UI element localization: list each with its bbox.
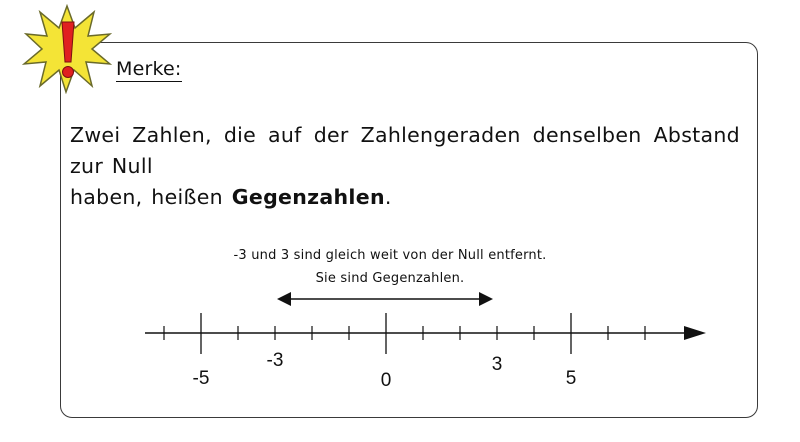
rule-text (70, 120, 740, 213)
rule-line-2-suffix: . (384, 185, 392, 209)
tick-label-3: 3 (491, 354, 503, 375)
rule-line-1: Zwei Zahlen, die auf der Zahlengeraden denselben Abstand zur Null (70, 123, 740, 178)
tick-label-minus-5: -5 (192, 368, 210, 389)
tick-label-minus-3: -3 (266, 350, 284, 371)
caption-line-2: Sie sind Gegenzahlen. (315, 271, 465, 286)
caption-line-1: -3 und 3 sind gleich weit von der Null entfernt. (233, 248, 547, 263)
rule-line-2 (70, 182, 740, 213)
info-card (60, 42, 758, 418)
tick-label-0: 0 (380, 370, 392, 391)
rule-line-2-prefix: haben, heißen (70, 185, 232, 209)
rule-term: Gegenzahlen (231, 185, 385, 209)
merke-heading: Merke: (116, 58, 182, 80)
exclamation-burst-icon (22, 4, 112, 94)
tick-label-5: 5 (565, 368, 577, 389)
